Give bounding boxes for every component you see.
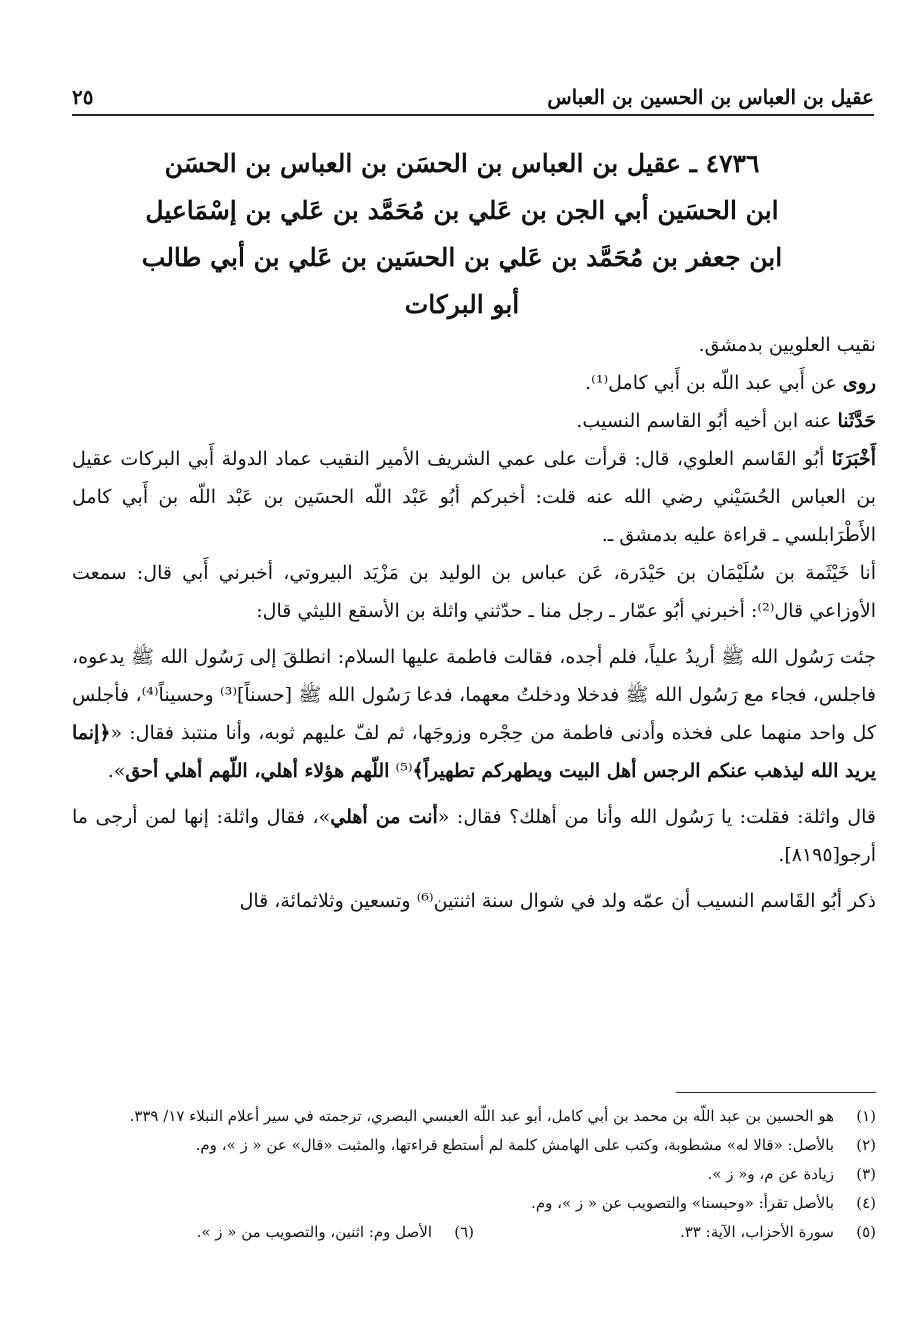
footnote (474, 1218, 876, 1247)
footnote (72, 1189, 876, 1218)
footnote (72, 1102, 876, 1131)
footnote-number: (٥) (856, 1223, 876, 1241)
footnote-text: بالأصل تقرأ: «وحبسنا» والتصويب عن « ز »، وم. (531, 1194, 834, 1212)
footnote (72, 1131, 876, 1160)
paragraph (72, 638, 876, 790)
paragraph-text: قال واثلة: فقلت: يا رَسُول الله وأنا من أهلك؟ فقال: « (437, 806, 876, 828)
keyword: أَخْبَرَنَا (831, 448, 876, 470)
footnote-text: زيادة عن م، و« ز ». (707, 1165, 834, 1183)
footnotes (72, 1102, 876, 1247)
hadith-quote: اللّهم هؤلاء أهلي، اللّهم أهلي أحق (125, 760, 390, 782)
running-title: عقيل بن العباس بن الحسين بن العباس (547, 85, 874, 109)
footnote-number: (٦) (454, 1223, 474, 1241)
entry-title-line: أبو البركات (404, 290, 520, 319)
quran-quote: ﴿إنما يريد الله ليذهب عنكم الرجس أهل البيت ويطهركم تطهيراً﴾ (72, 722, 876, 782)
entry-title-line: ابن الحسَين أبي الجن بن عَلي بن مُحَمَّد بن عَلي بن إسْمَاعيل (145, 196, 779, 225)
paragraph: أنا خَيْثَمة بن سُلَيْمَان بن حَيْدَرة، عَن عباس بن الوليد بن مَزْيَد البيروتي، أخبرني أَبي قال: سمعت الأوزاعي قال⁽²⁾: أخبرني أبُو عمّار ـ رجل منا ـ حدّثني واثلة بن الأسقع الليثي قال: (72, 562, 876, 622)
entry-title (110, 140, 814, 328)
footnote-divider (676, 1092, 876, 1093)
entry-title-line: ابن جعفر بن مُحَمَّد بن عَلي بن الحسَين بن عَلي بن أبي طالب (141, 243, 783, 272)
footnote-number: (١) (856, 1107, 876, 1125)
paragraph (72, 798, 876, 874)
footnote (72, 1160, 876, 1189)
keyword: حَدَّثَنا (837, 410, 876, 432)
body-text (72, 326, 876, 920)
footnote-text: بالأصل: «قالا له» مشطوبة، وكتب على الهامش كلمة لم أستطع قراءتها، والمثبت «قال» عن « ز »، وم. (195, 1136, 834, 1154)
hadith-quote: أنت من أهلي (330, 806, 438, 828)
page-number: ٢٥ (72, 85, 94, 109)
paragraph-text: ». (107, 760, 126, 782)
entry-title-line: ٤٧٣٦ ـ عقيل بن العباس بن الحسَن بن العباس بن الحسَن (164, 149, 760, 178)
paragraph-text: عن أَبي عبد اللّه بن أَبي كامل⁽¹⁾. (585, 372, 843, 394)
footnote-number: (٢) (856, 1136, 876, 1154)
footnote-text: الأصل وم: اثنين، والتصويب من « ز ». (196, 1223, 432, 1241)
keyword: روى (842, 372, 876, 394)
paragraph-text: أبُو القَاسم العلوي، قال: قرأت على عمي الشريف الأمير النقيب عماد الدولة أَبي البركات عقيل بن العباس الحُسَيْني رضي الله عنه قلت: أخبركم أبُو عَبْد اللّه الحسَين بن عَبْد اللّه بن أَبي كامل الأَطْرَابلسي ـ قراءة عليه بدمشق ـ. (72, 448, 876, 546)
paragraph (72, 402, 876, 440)
paragraph: نقيب العلويين بدمشق. (698, 334, 876, 356)
footnote-number: (٣) (856, 1165, 876, 1183)
paragraph (72, 440, 876, 554)
footnote-row (72, 1218, 876, 1247)
paragraph: ذكر أبُو القَاسم النسيب أن عمّه ولد في شوال سنة اثنتين⁽⁶⁾ وتسعين وثلاثمائة، قال (239, 890, 876, 912)
page-header (72, 78, 874, 116)
footnote-number: (٤) (856, 1194, 876, 1212)
paragraph-text: »، فقال واثلة: إنها لمن أرجى ما أرجو[٨١٩٥]. (72, 806, 876, 866)
paragraph (72, 364, 876, 402)
footnote-text: سورة الأحزاب، الآية: ٣٣. (679, 1223, 834, 1241)
footnote-text: هو الحسين بن عبد اللّه بن محمد بن أبي كامل، أبو عبد اللّه العبسي البصري، ترجمته في سير أعلام النبلاء ١٧/ ٣٣٩. (129, 1107, 834, 1125)
paragraph-text: جئت رَسُول الله ﷺ أريدُ علياً، فلم أجده، فقالت فاطمة عليها السلام: انطلقَ إلى رَسُول الله ﷺ يدعوه، فاجلس، فجاء مع رَسُول الله ﷺ فدخلا ودخلتُ معهما، فدعا رَسُول الله ﷺ [حسناً]⁽³⁾ وحسيناً⁽⁴⁾، فأجلس كل واحد منهما على فخذه وأدنى فاطمة من حِجْره وزوجَها، ثم لفّ عليهم ثوبه، وأنا منتبذ فقال: « (72, 646, 877, 744)
paragraph-text: ⁽⁵⁾ (389, 760, 413, 782)
footnote (72, 1218, 474, 1247)
paragraph-text: عنه ابن أخيه أبُو القاسم النسيب. (576, 410, 838, 432)
